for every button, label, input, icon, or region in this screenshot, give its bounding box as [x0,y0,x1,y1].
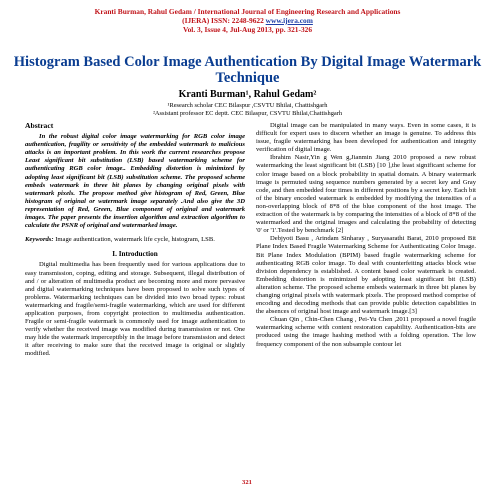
paper-authors: Kranti Burman¹, Rahul Gedam² [178,89,317,100]
keywords-label: Keywords: [25,236,54,244]
left-column [25,122,245,359]
header-issn: (IJERA) ISSN: 2248-9622 [182,16,266,25]
page-number: 321 [242,479,252,486]
affiliation-2: ²Assistant professor EC deptt. CEC Bilaspur, CSVTU Bhilai,Chattishgarh [152,110,343,117]
header-line-3: Vol. 3, Issue 4, Jul-Aug 2013, pp. 321-326 [182,25,313,34]
body-paragraph-3: Debjyoti Basu , Arindam Sinharay , Suryasarathi Barat, 2010 proposed Bit Plane Index Based Fragile Watermarking Scheme for Authenticating Color Image. Bit Plane Index Modulation (BPIM) based fragile watermarking scheme for authenticating RGB color image. To deal with counterfeiting attacks block wise division dependency is established. A content based color watermark is created. Embedding distortion is minimized by adopting least significant bit (LSB) alteration scheme. The proposed scheme embeds watermark in three bit planes by changing original pixels with watermark pixels. The proposed method comprise of encoding and decoding methods that can provide public detection capabilities in the absences of original host image and watermark image.[3] [256,235,476,316]
right-column [256,122,476,349]
header-line-1: Kranti Burman, Rahul Gedam / International Journal of Engineering Research and Applications [94,7,401,16]
journal-link[interactable]: www.ijera.com [265,16,313,25]
affiliations [0,102,495,118]
abstract-heading: Abstract [25,121,54,130]
keywords-text: Image authentication, watermark life cycle, histogram, LSB. [53,236,215,244]
journal-header [0,7,495,34]
intro-text: Digital multimedia has been frequently used for various applications due to easy transmission, coping, editing and storage. Subsequent, illegal distribution of and / or alteration of multimedia product are becoming more and more pervasive and digital watermarking techniques have been proposed to solve such types of problems. Watermarking techniques can be divided into two broad types: robust watermarking and fragile/semi-fragile watermarking, which are used for different application purposes, from copyright protection to multimedia authentication. Fragile or semi-fragile watermark is commonly used for image authentication to verify whether the received image was modified during transmission or not. One may hide the watermark imperceptibly in the image before transmission and detect it after receiving to make sure that the received image is original or slightly modified. [25,261,245,358]
abstract-text: In the robust digital color image watermarking for RGB color image authentication, fragility or sensitivity of the embedded watermark to malicious attacks is an important problem. In this work the current researches propose Least significant bit substitution (LSB) based watermarking scheme for authenticating RGB color image.. Embedding distortion is minimized by adopting least significant bit (LSB) substitution scheme. The proposed scheme embeds watermark in three bit planes by changing original pixels with watermark pixels. The propose method give histogram of Red, Green, Blue histogram of original or watermark image separately .And also give the 3D representation of Red, Green, Blue component of original and watermark images. The paper presents the insertion algorithm and extraction algorithm to calculate the PSNR of original and watermarked image. [25,133,245,230]
body-paragraph-4: Chuan Qin , Chin-Chen Chang , Pei-Yu Chen ,2011 proposed a novel fragile watermarking scheme with content restoration capability. Authentication-bits are produced using the image hashing method with a folding operation. The low frequency component of the non subsample contour let [256,316,476,348]
keywords [25,236,245,244]
header-line-2 [0,16,495,25]
intro-heading: I. Introduction [112,250,158,259]
paper-title: Histogram Based Color Image Authentication By Digital Image Watermark Technique [13,54,482,86]
body-paragraph-1: Digital image can be manipulated in many ways. Even in some cases, it is difficult for expert uses to discern whether an image is genuine. To address this issue, fragile watermarking has been developed for authentication and integrity verification of digital image. [256,122,476,154]
body-paragraph-2: Ibrahim Nasir,Yin g Wen g,Jianmin Jiang 2010 proposed a new robust watermarking the least significant bit (LSB) [10 ],the least significant scheme for color image based on a block probability in spatial domain. A binary watermark image is permuted using sequence numbers generated by a secret key and Gray code, and then embedded four times in different positions by a secret key. Each bit of the binary encoded watermark is embedded by modifying the intensities of a non-overlapping block of 8*8 of the blue component of the host image. The extraction of the watermark is by comparing the intensities of a block of 8*8 of the watermarked and the original images and calculating the probability of detecting '0' or '1'.Tested by benchmark [2] [256,154,476,235]
affiliation-1: ¹Research scholar CEC Bilaspur ,CSVTU Bhilai, Chattishgarh [167,102,328,109]
